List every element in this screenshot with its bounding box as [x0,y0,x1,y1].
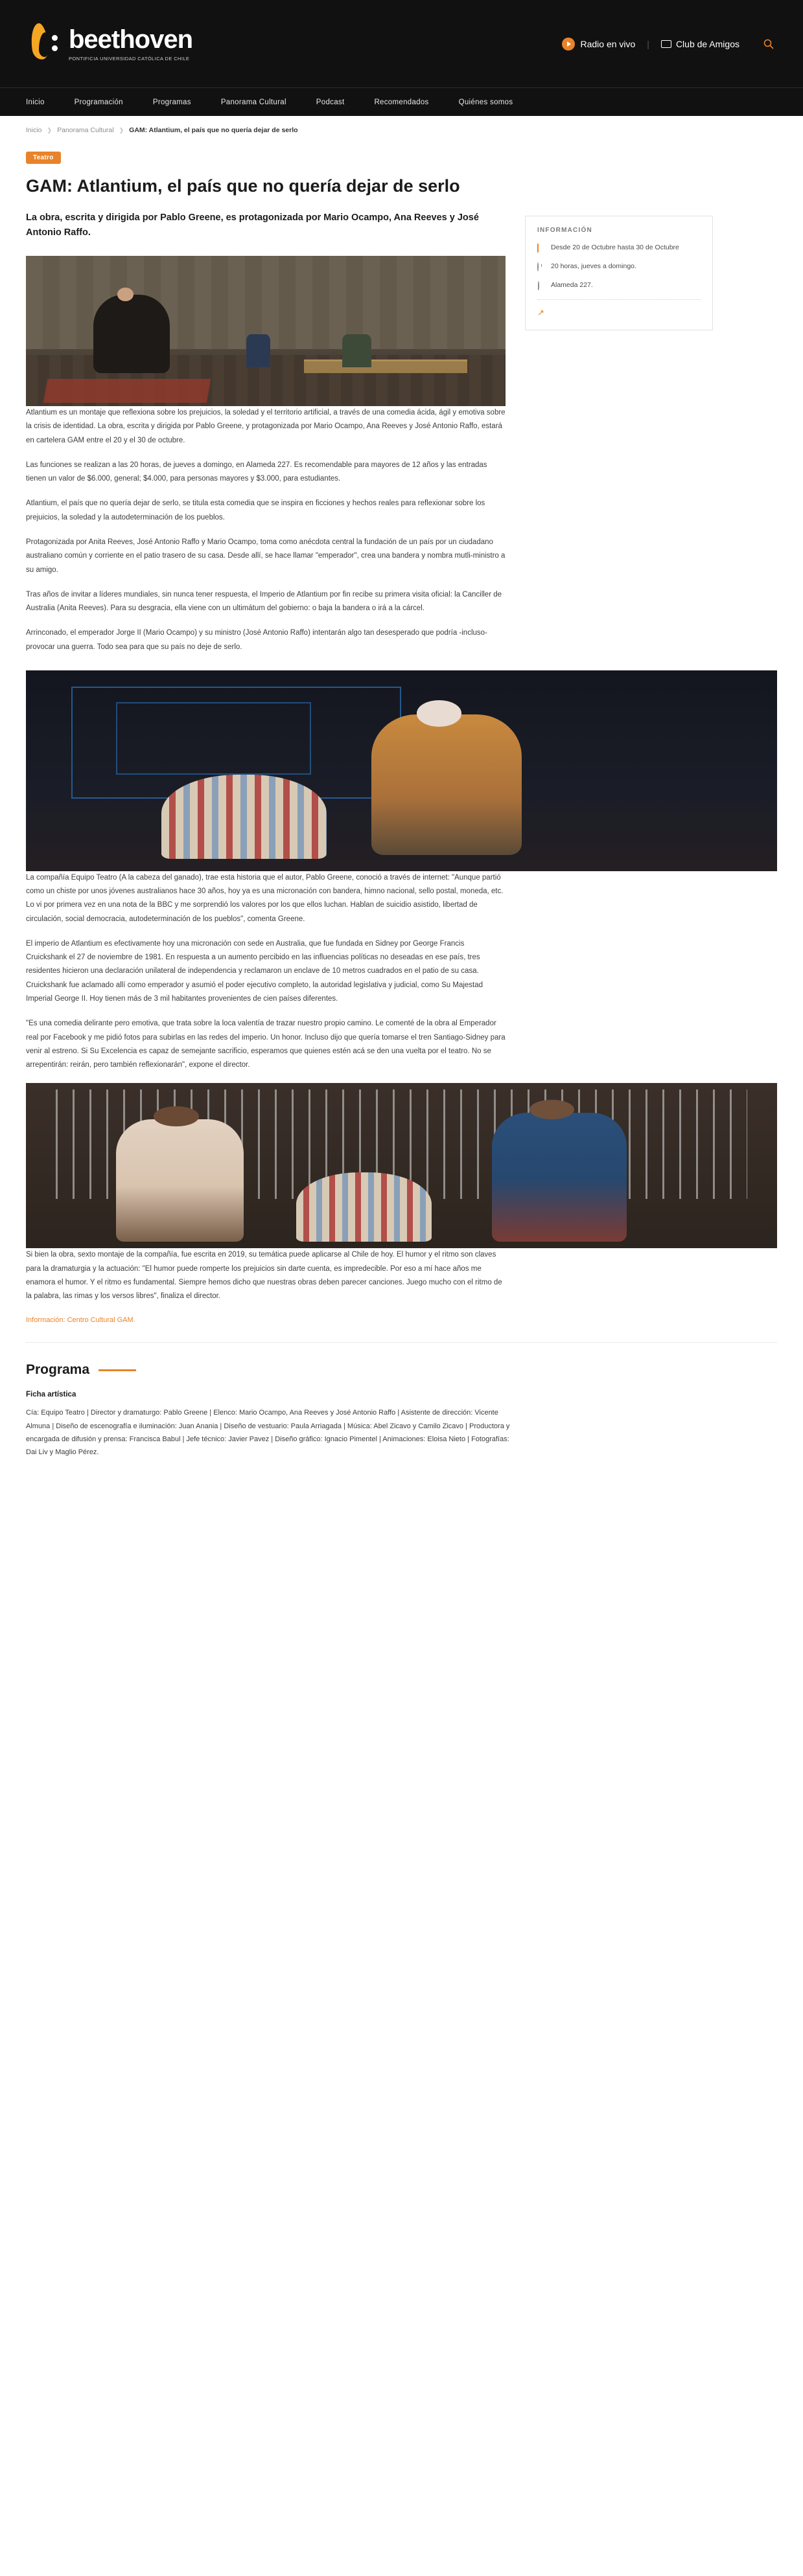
nav-item-inicio[interactable]: Inicio [26,98,45,106]
logo-text: beethoven [69,25,193,54]
article-paragraph-4: Protagonizada por Anita Reeves, José Antonio Raffo y Mario Ocampo, toma como anécdota central la fundación de un país por un ciudadano australiano común y corriente en el patio trasero de su casa. Desde allí, se hace llamar "emperador", crea una bandera y nombra mutli-ministro a su amigo. [26,538,506,574]
info-place-text: Alameda 227. [551,281,593,290]
nav-item-podcast[interactable]: Podcast [316,98,345,106]
article-content [0,139,803,1485]
info-row-date [537,243,701,253]
radio-live-button[interactable] [562,38,635,51]
info-row-time [537,262,701,272]
chevron-right-icon: ❯ [47,126,52,133]
calendar-icon [537,244,545,253]
category-badge[interactable]: Teatro [26,152,61,164]
chevron-right-icon-2: ❯ [119,126,124,133]
info-time-text: 20 horas, jueves a domingo. [551,262,636,270]
article-paragraph-8: El imperio de Atlantium es efectivamente hoy una micronación con sede en Australia, que fue fundada en Sidney por George Francis Cruickshank el 27 de noviembre de 1981. En respuesta a un aumento percibido en las influencias políticas no deseadas en ese país, tres residentes hicieron una declaración unilateral de independencia y reclamaron un enclave de 10 metros cuadrados en el patio de su casa. Cruickshank fue aclamado allí como emperador y asumió el poder ejecutivo completo, la autoridad legislativa y judicial, como Su Majestad Imperial George II. Hoy tienen más de 3 mil habitantes provenientes de cien países diferentes. [26,939,483,1003]
pin-icon [537,281,545,291]
clock-icon [537,262,545,272]
nav-item-programas[interactable]: Programas [152,98,191,106]
heading-accent-bar [99,1369,136,1371]
article-paragraph-2: Las funciones se realizan a las 20 horas, de jueves a domingo, en Alameda 227. Es recomendable para mayores de 12 años y las entradas tienen un valor de $6.000, general; $4.000, para personas mayores y $3.000, para estudiantes. [26,461,487,483]
article-paragraph-9: "Es una comedia delirante pero emotiva, que trata sobre la loca valentía de trazar nuestro propio camino. Le comenté de la obra al Emperador real por Facebook y me pidió fotos para subirlas en las redes del imperio. Un honor. Incluso dijo que quería tomarse el tren Santiago-Sidney para venir al estreno. Si Su Excelencia es capaz de semejante sacrificio, esperamos que quienes estén acá se den una vuelta por el teatro. No se arrepentirán: reirán, pero también reflexionarán", expone el director. [26,1020,506,1069]
article-image-1 [26,256,506,406]
article-image-3 [26,1083,777,1248]
info-divider [537,299,701,300]
header-actions [562,36,777,52]
club-amigos-label: Club de Amigos [675,38,739,49]
main-nav [0,87,803,116]
play-icon [562,38,575,51]
article-image-2 [26,670,777,871]
programa-heading [26,1362,777,1378]
ficha-title: Ficha artística [26,1391,76,1399]
section-divider [26,1342,777,1343]
ticket-icon [661,40,671,48]
article-paragraph-7: La compañía Equipo Teatro (A la cabeza del ganado), trae esta historia que el autor, Pablo Greene, conoció a través de internet: "Aunque partió como un chiste por unos jóvenes australianos hace 30 años, hoy ya es una micronación con bandera, himno nacional, sello postal, moneda, etc. Lo vi por primera vez en una nota de la BBC y me sorprendió los valores por los que ellos luchan. Hablan de suicidio asistido, libertad de circulación, social democracia, autodeterminación de los pueblos", comenta Greene. [26,873,504,923]
logo-subtitle: PONTIFICIA UNIVERSIDAD CATÓLICA DE CHILE [69,55,190,62]
info-date-text: Desde 20 de Octubre hasta 30 de Octubre [551,243,679,251]
club-amigos-button[interactable] [661,39,739,49]
article-paragraph-10: Si bien la obra, sexto montaje de la compañía, fue escrita en 2019, su temática puede aplicarse al Chile de hoy. El humor y el ritmo son claves para la dramaturgia y la actuación: "El humor puede romperte los prejuicios sin darte cuenta, es impredecible. Por eso a mí hace años me enamora el humor. Y el ritmo es fundamental. Siempre hemos dicho que nuestras obras deben parecer canciones. Juego mucho con el ritmo de la palabra, las rimas y los versos libres", finaliza el director. [26,1251,502,1301]
article-paragraph-6: Arrinconado, el emperador Jorge II (Mario Ocampo) y su ministro (José Antonio Raffo) intentarán algo tan desesperado que podría -incluso- provocar una guerra. Todo sea para que su país no deje de serlo. [26,629,487,651]
site-logo[interactable] [26,21,192,67]
article-lede: La obra, escrita y dirigida por Pablo Greene, es protagonizada por Mario Ocampo, Ana Reeves y José Antonio Raffo. [26,212,479,238]
nav-item-recomendados[interactable]: Recomendados [374,98,429,106]
page-title: GAM: Atlantium, el país que no quería dejar de serlo [26,176,460,196]
programa-heading-text: Programa [26,1362,90,1378]
info-box-heading: INFORMACIÓN [537,226,592,234]
beethoven-logo-icon [26,21,62,67]
header-divider: | [647,38,649,49]
source-note: Información: Centro Cultural GAM. [26,1316,135,1325]
nav-item-quienes-somos[interactable]: Quiénes somos [458,98,513,106]
ficha-body: Cía: Equipo Teatro | Director y dramaturgo: Pablo Greene | Elenco: Mario Ocampo, Ana Reeves y José Antonio Raffo | Asistente de dirección: Vicente Almuna | Diseño de escenografía e iluminación: Juan Anania | Diseño de vestuario: Paula Arriagada | Música: Abel Zicavo y Camilo Zicavo | Productora y encargada de difusión y prensa: Francisca Babul | Jefe técnico: Javier Pavez | Diseño gráfico: Ignacio Pimentel | Animaciones: Eloisa Nieto | Fotografías: Dai Liv y Maglio Pérez. [26,1409,510,1457]
article-paragraph-3: Atlantium, el país que no quería dejar de serlo, se titula esta comedia que se inspira en ficciones y hechos reales para reflexionar sobre los prejuicios, la soledad y la autodeterminación de los pueblos. [26,499,485,521]
article-main-column [26,211,506,665]
breadcrumb-current: GAM: Atlantium, el país que no quería dejar de serlo [129,126,298,134]
article-sidebar [525,211,713,331]
nav-item-panorama-cultural[interactable]: Panorama Cultural [220,98,286,106]
radio-live-label: Radio en vivo [580,38,636,49]
article-paragraph-1: Atlantium es un montaje que reflexiona sobre los prejuicios, la soledad y el territorio artificial, a través de una comedia ácida, ágil y emotiva sobre la crisis de identidad. La obra, escrita y dirigida por Pablo Greene, y protagonizada por Mario Ocampo, Ana Reeves y José Antonio Raffo, estará en cartelera GAM entre el 20 y el 30 de octubre. [26,409,506,444]
site-header [0,0,803,87]
info-row-place [537,280,701,291]
nav-item-programacion[interactable]: Programación [74,98,123,106]
article-paragraph-5: Tras años de invitar a líderes mundiales, sin nunca tener respuesta, el Imperio de Atlantium por fin recibe su primera visita oficial: la Canciller de Australia (Anita Reeves). Para su desgracia, ella viene con un ultimátum del gobierno: o baja la bandera o irá a la cárcel. [26,590,502,613]
search-icon[interactable] [760,36,777,52]
breadcrumb-home[interactable]: Inicio [26,126,42,134]
info-box [525,216,713,331]
breadcrumb-section[interactable]: Panorama Cultural [57,126,114,134]
external-link-icon[interactable]: ↗ [537,308,544,318]
breadcrumb [0,116,803,139]
